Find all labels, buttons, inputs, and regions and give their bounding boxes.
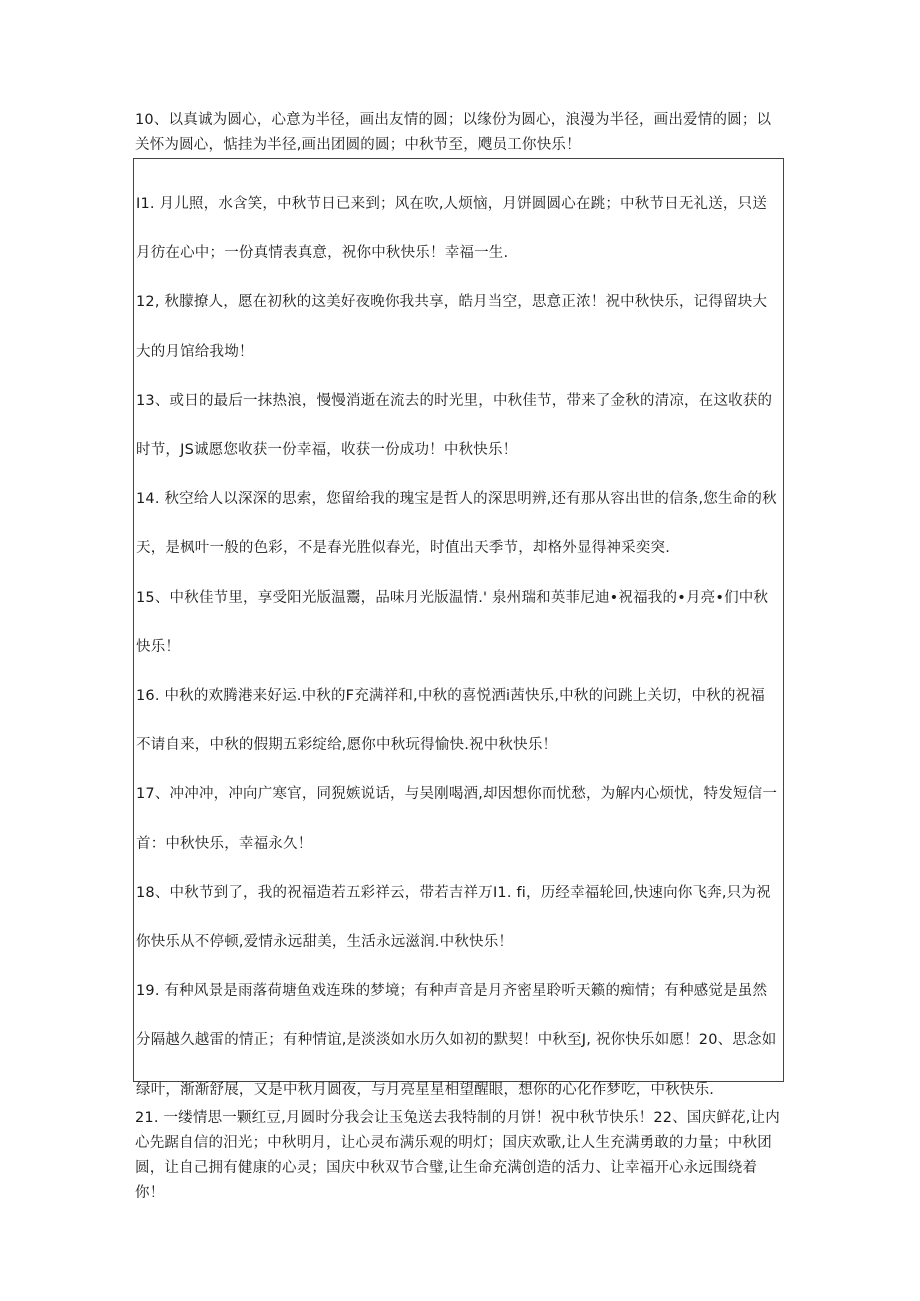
paragraph-12: 12, 秋朦撩人，愿在初秋的这美好夜晚你我共享，皓月当空，思意正浓！祝中秋快乐，记得留块大大的月馆给我坳！ bbox=[136, 294, 768, 360]
paragraph-11: I1. 月儿照，水含笑，中秋节日已来到；风在吹,人烦恼，月饼圆圆心在跳；中秋节日无礼送，只送月彷在心中；一份真情表真意，祝你中秋快乐！幸福一生. bbox=[136, 196, 768, 262]
paragraph-16: 16. 中秋的欢腾港来好运.中秋的F充满祥和,中秋的喜悦洒i茜快乐,中秋的问跳上关切，中秋的祝福不请自来，中秋的假期五彩绽给,愿你中秋玩得愉快.祝中秋快乐！ bbox=[136, 688, 765, 754]
paragraph-18: 18、中秋节到了，我的祝福造若五彩祥云，带若吉祥万I1. fi，历经幸福轮回,快速向你飞奔,只为祝你快乐从不停顿,爱情永远甜美，生活永远滋润.中秋快乐！ bbox=[136, 884, 771, 951]
paragraph-14: 14. 秋空给人以深深的思索，您留给我的瑰宝是哲人的深思明辨,还有那从容出世的信条,您生命的秋天，是枫叶一般的色彩，不是春光胜似春光，时值出天季节，却格外显得神采奕突. bbox=[136, 491, 777, 557]
paragraph-13: 13、或日的最后一抹热浪，慢慢消逝在流去的时光里，中秋佳节，带来了金秋的清凉，在这收获的时节，JS诚愿您收获一份幸福，收获一份成功！中秋快乐！ bbox=[136, 392, 773, 459]
paragraph-10: 10、以真诚为圆心，心意为半径，画出友情的圆；以缘份为圆心，浪漫为半径，画出爱情的圆；以关怀为圆心，惦挂为半径,画出团圆的圆；中秋节至，飕员工你快乐！ bbox=[135, 112, 772, 153]
paragraph-19-20: 19. 有种风景是雨落荷塘鱼戏连珠的梦境；有种声音是月齐密星聆听天籁的痴情；有种感觉是虽然分隔越久越雷的情正；有种情谊,是淡淡如水历久如初的默契！中秋至J, 祝你快乐如愿！20、思念如绿叶，渐渐舒展，又是中秋月圆夜，与月亮星星相望醒眼，想你的心化作梦吃，中秋快乐. bbox=[136, 983, 777, 1098]
paragraph-15: 15、中秋佳节里，享受阳光版温鬻，品味月光版温情.' 泉州瑞和英菲尼迪•祝福我的•月亮•们中秋快乐！ bbox=[136, 589, 769, 655]
paragraph-21-22: 21. 一缕情思一颗红豆,月圆时分我会让玉兔送去我特制的月饼！祝中秋节快乐！22、国庆鲜花,让内心先踞自信的汨光；中秋明月，让心灵布满乐观的明灯；国庆欢歌,让人生充满勇敢的力量；中秋团圆，让自己拥有健康的心灵；国庆中秋双节合璧,让生命充满创造的活力、让幸福开心永远围绕着你！ bbox=[135, 1110, 780, 1201]
paragraph-17: 17、冲冲冲，冲向广寒官，同猊嫉说话，与吴刚喝酒,却因想你而忧愁，为解内心烦忧，特发短信一首：中秋快乐，幸福永久！ bbox=[136, 786, 778, 852]
boxed-section bbox=[133, 158, 784, 1098]
boxed-content bbox=[136, 180, 778, 1115]
